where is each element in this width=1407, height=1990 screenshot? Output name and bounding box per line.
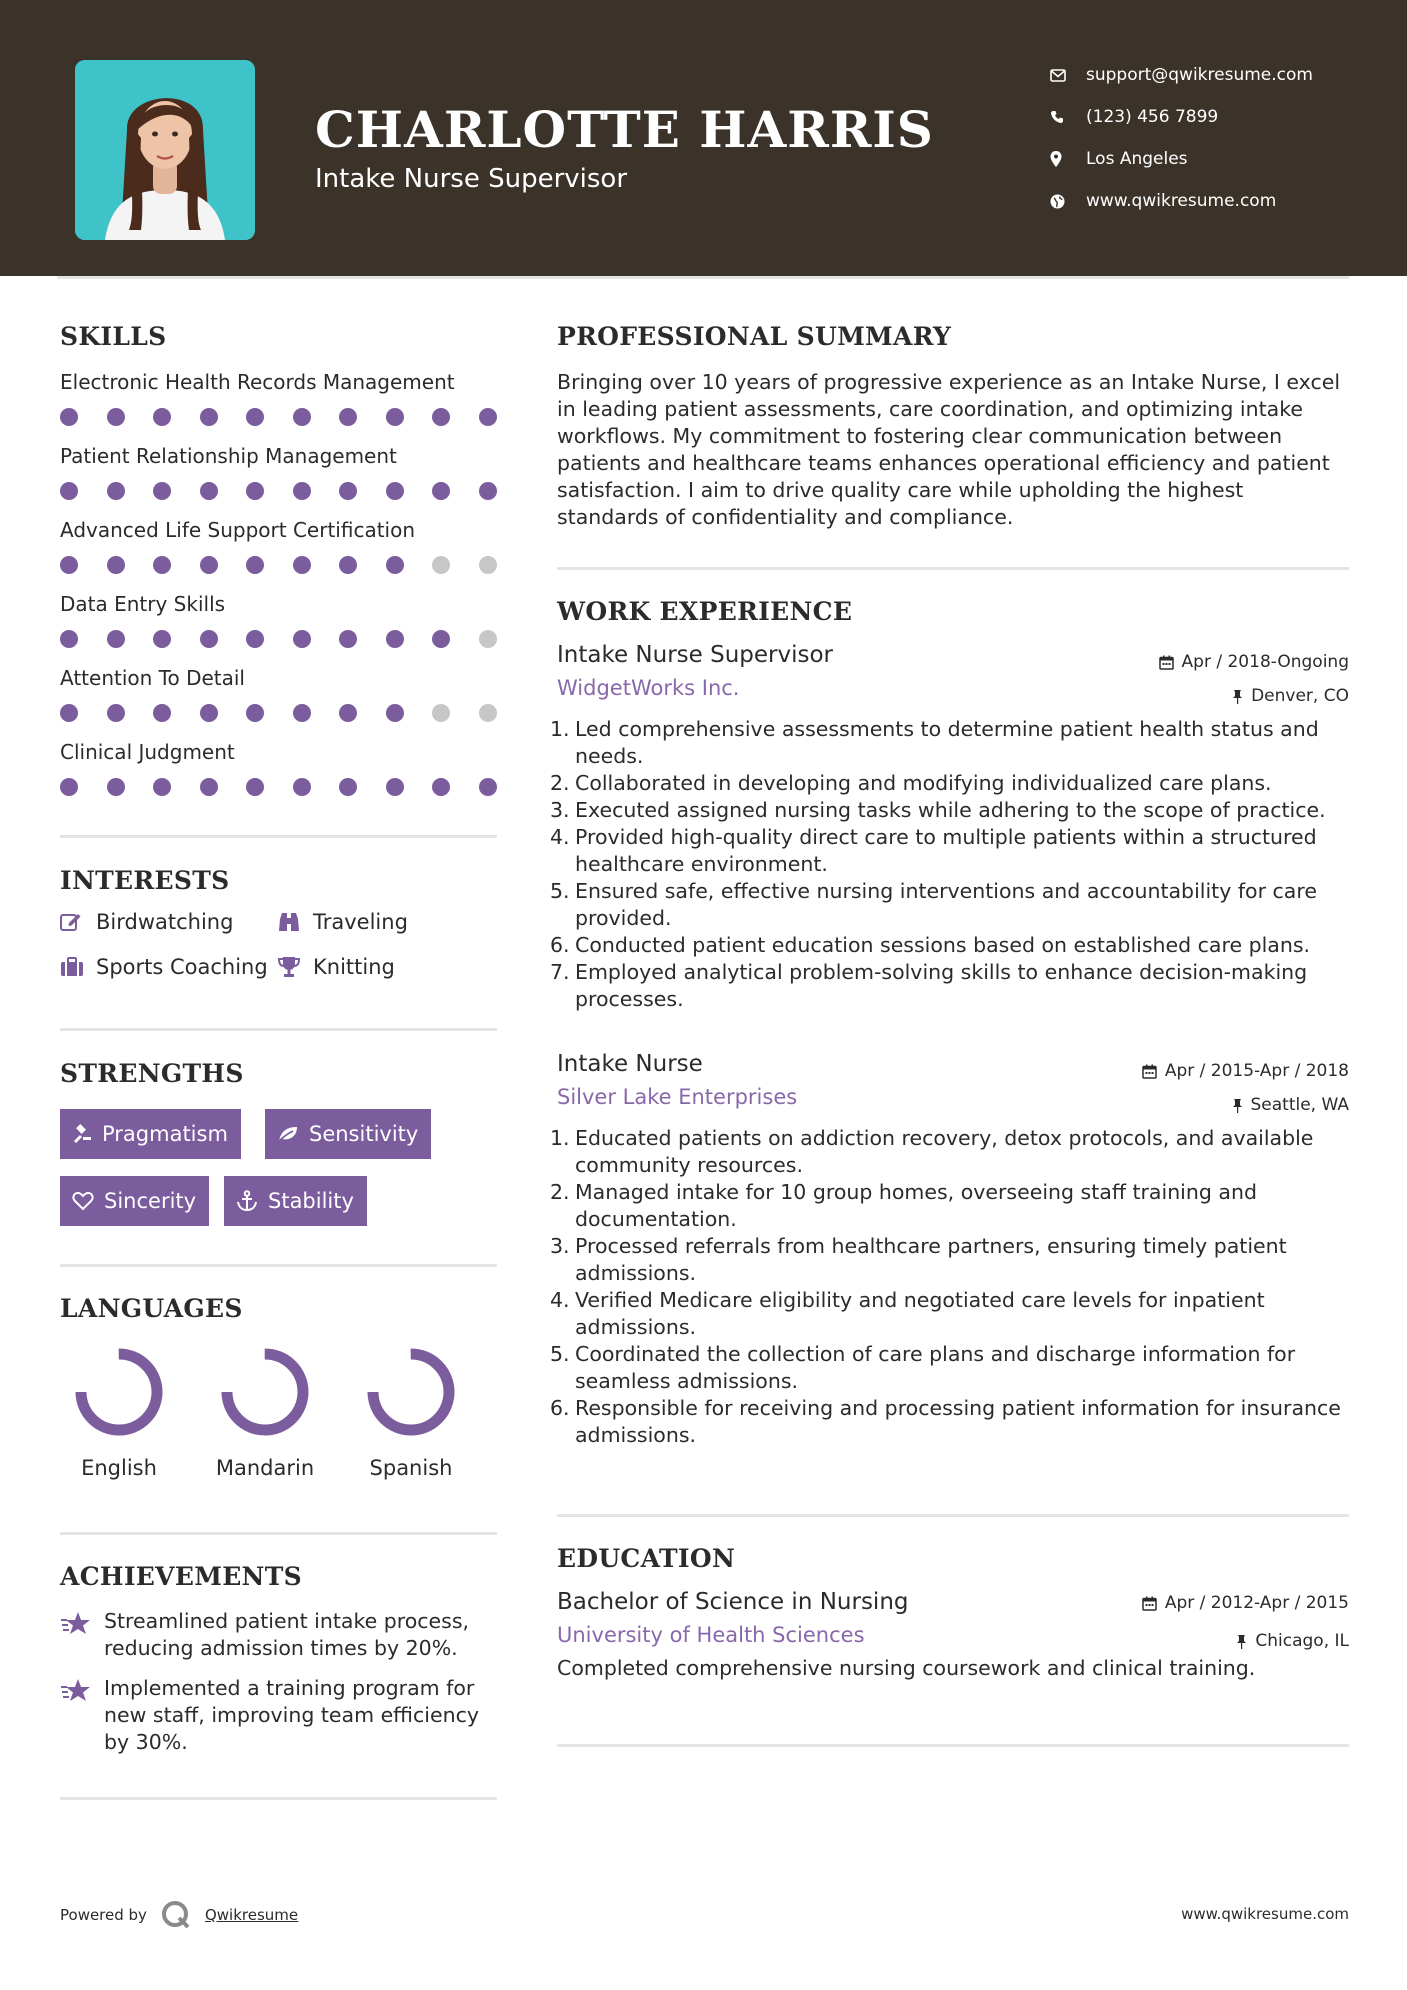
job-entry [550,642,1349,1022]
duty-item: 2. Collaborated in developing and modifying individualized care plans. [550,771,1272,795]
rating-dot-filled [293,482,311,500]
skills-title: SKILLS [60,322,167,351]
rating-dot-filled [60,408,78,426]
interest-item [277,955,395,979]
skill-rating [60,400,497,444]
rating-dot-filled [60,630,78,648]
interest-label: Knitting [313,955,395,979]
rating-dot-filled [432,482,450,500]
rating-dot-filled [339,704,357,722]
language-item [54,1344,184,1480]
strength-tag [265,1109,431,1159]
achievements-divider [60,1797,497,1800]
duty-item: 7. Employed analytical problem-solving skills to enhance decision-making processes. [550,960,1308,1011]
heart-icon [72,1191,94,1211]
rating-dot-filled [200,408,218,426]
education-dates [1142,1593,1349,1613]
skill-rating [60,622,497,666]
qwikresume-link[interactable]: Qwikresume [204,1906,299,1924]
skills-section [60,322,497,814]
job-dates-text: Apr / 2015-Apr / 2018 [1164,1061,1349,1081]
proficiency-arc [81,1354,157,1430]
duty-item: 4. Provided high-quality direct care to multiple patients within a structured healthcare environment. [550,825,1317,876]
job-location-text: Seattle, WA [1250,1095,1349,1115]
rating-dot-filled [339,778,357,796]
education-school: University of Health Sciences [557,1623,865,1647]
skill-rating [60,696,497,740]
rating-dot-filled [107,408,125,426]
interest-label: Sports Coaching [96,955,268,979]
contact-website-text: www.qwikresume.com [1086,191,1277,211]
education-description: Completed comprehensive nursing coursework and clinical training. [557,1656,1256,1680]
rating-dot-filled [60,556,78,574]
strengths-title: STRENGTHS [60,1059,244,1088]
rating-dot-filled [386,408,404,426]
language-proficiency-ring [363,1344,459,1440]
achievements-title: ACHIEVEMENTS [60,1562,302,1591]
rating-dot-filled [107,630,125,648]
rating-dot-filled [246,482,264,500]
rating-dot-filled [339,482,357,500]
duty-item: 6. Responsible for receiving and processing patient information for insurance admissions. [550,1396,1341,1447]
job-title: Intake Nurse [557,1051,703,1077]
pushpin-icon [1232,689,1243,704]
education-divider [557,1744,1349,1747]
achievement-item [60,1608,497,1662]
rating-dot-filled [386,482,404,500]
job-duties [550,1125,1349,1449]
calendar-icon [1159,655,1174,670]
job-duties [550,716,1349,1013]
pushpin-icon [1236,1634,1247,1649]
job-location-text: Denver, CO [1251,686,1349,706]
duty-item: 3. Processed referrals from healthcare partners, ensuring timely patient admissions. [550,1234,1287,1285]
job-dates-text: Apr / 2018-Ongoing [1181,652,1349,672]
rating-dot-filled [339,630,357,648]
job-location [1232,686,1349,706]
achievements-section [60,1562,497,1591]
rating-dot-filled [60,482,78,500]
skill-rating [60,770,497,814]
star-award-icon [60,1608,104,1662]
skill-name: Clinical Judgment [60,740,235,764]
skills-divider [60,835,497,838]
rating-dot-filled [153,408,171,426]
achievement-item [60,1675,497,1756]
calendar-icon [1142,1596,1157,1611]
rating-dot-filled [246,630,264,648]
rating-dot-filled [107,482,125,500]
rating-dot-filled [479,408,497,426]
achievement-text: Implemented a training program for new staff, improving team efficiency by 30%. [104,1676,479,1754]
map-pin-icon [1050,151,1086,167]
strength-label: Sensitivity [309,1122,419,1146]
leaf-icon [277,1125,299,1143]
proficiency-arc [373,1354,449,1430]
strength-tag [60,1109,241,1159]
education-dates-text: Apr / 2012-Apr / 2015 [1164,1593,1349,1613]
contact-list [1050,54,1313,222]
profile-photo-illustration [75,60,255,240]
job-dates [1142,1061,1349,1081]
language-proficiency-ring [217,1344,313,1440]
education-section [557,1544,1349,1573]
rating-dot-filled [246,704,264,722]
footer-powered-by [60,1900,298,1930]
rating-dot-filled [107,778,125,796]
interests-title: INTERESTS [60,866,230,895]
rating-dot-filled [200,704,218,722]
briefcase-icon [60,957,96,977]
job-entry [550,1051,1349,1471]
duty-item: 5. Coordinated the collection of care plans and discharge information for seamless admissions. [550,1342,1296,1393]
education-location [1236,1631,1349,1651]
rating-dot-filled [200,556,218,574]
rating-dot-filled [293,556,311,574]
experience-divider [557,1514,1349,1517]
summary-text: Bringing over 10 years of progressive experience as an Intake Nurse, I excel in leading patient assessments, care coordination, and optimizing intake workflows. My commitment to fostering clear communication between patients and healthcare teams enhances operational efficiency and patient satisfaction. I aim to drive quality care while upholding the highest standards of confidentiality and compliance. [557,370,1341,529]
education-entry [557,1589,1349,1699]
rating-dot-filled [107,704,125,722]
duty-item: 2. Managed intake for 10 group homes, overseeing staff training and documentation. [550,1180,1257,1231]
strengths-section [60,1059,497,1088]
contact-phone-text: (123) 456 7899 [1086,107,1219,127]
phone-icon [1050,110,1086,124]
education-location-text: Chicago, IL [1255,1631,1349,1651]
rating-dot-filled [293,778,311,796]
summary-section [557,322,1349,531]
skill-name: Attention To Detail [60,666,245,690]
strength-label: Sincerity [104,1189,197,1213]
rating-dot-filled [293,408,311,426]
language-item [200,1344,330,1480]
rating-dot-filled [479,778,497,796]
rating-dot-filled [432,630,450,648]
candidate-name: CHARLOTTE HARRIS [315,100,934,159]
rating-dot-filled [293,704,311,722]
contact-phone[interactable] [1050,96,1313,138]
contact-email[interactable] [1050,54,1313,96]
rating-dot-filled [200,778,218,796]
duty-item: 5. Ensured safe, effective nursing interventions and accountability for care provided. [550,879,1317,930]
rating-dot-filled [386,630,404,648]
envelope-icon [1050,69,1086,82]
job-dates [1159,652,1349,672]
rating-dot-filled [386,704,404,722]
experience-title: WORK EXPERIENCE [557,597,853,626]
rating-dot-filled [386,556,404,574]
resume-header [0,0,1407,276]
contact-email-text: support@qwikresume.com [1086,65,1313,85]
experience-section [557,597,1349,626]
interest-item [60,910,233,934]
pushpin-icon [1232,1098,1243,1113]
skill-name: Electronic Health Records Management [60,370,455,394]
strength-label: Pragmatism [102,1122,228,1146]
gavel-icon [72,1124,92,1144]
interest-label: Birdwatching [96,910,234,934]
rating-dot-filled [246,778,264,796]
skills-list [60,370,497,814]
footer-website[interactable]: www.qwikresume.com [1181,1905,1349,1923]
strength-tag [224,1176,367,1226]
interests-divider [60,1028,497,1031]
rating-dot-filled [153,630,171,648]
edit-icon [60,912,96,932]
binoculars-icon [277,911,313,933]
job-company: Silver Lake Enterprises [557,1085,798,1109]
rating-dot-filled [200,482,218,500]
interest-label: Traveling [313,910,408,934]
rating-dot-filled [432,778,450,796]
rating-dot-filled [60,778,78,796]
candidate-title: Intake Nurse Supervisor [315,164,628,194]
rating-dot-filled [293,630,311,648]
profile-photo [75,60,255,240]
rating-dot-filled [246,408,264,426]
rating-dot-empty [432,704,450,722]
strength-label: Stability [268,1189,354,1213]
duty-item: 4. Verified Medicare eligibility and negotiated care levels for inpatient admissions. [550,1288,1265,1339]
proficiency-arc [227,1354,303,1430]
language-proficiency-ring [71,1344,167,1440]
education-title: EDUCATION [557,1544,736,1573]
trophy-icon [277,956,313,978]
job-company: WidgetWorks Inc. [557,676,740,700]
star-award-icon [60,1675,104,1756]
rating-dot-empty [479,630,497,648]
summary-divider [557,567,1349,570]
summary-title: PROFESSIONAL SUMMARY [557,322,952,351]
job-title: Intake Nurse Supervisor [557,642,834,668]
language-label: English [81,1456,157,1480]
achievement-text: Streamlined patient intake process, reducing admission times by 20%. [104,1609,470,1660]
languages-section [60,1294,497,1323]
language-item [346,1344,476,1480]
calendar-icon [1142,1064,1157,1079]
contact-location [1050,138,1313,180]
rating-dot-filled [246,556,264,574]
languages-title: LANGUAGES [60,1294,243,1323]
qwikresume-logo-icon [161,1900,191,1930]
rating-dot-filled [153,556,171,574]
languages-divider [60,1532,497,1535]
skill-name: Data Entry Skills [60,592,226,616]
duty-item: 1. Educated patients on addiction recovery, detox protocols, and available community resources. [550,1126,1314,1177]
skill-name: Patient Relationship Management [60,444,397,468]
rating-dot-filled [153,482,171,500]
strengths-divider [60,1264,497,1267]
skill-rating [60,474,497,518]
interests-section [60,866,497,895]
skill-name: Advanced Life Support Certification [60,518,416,542]
skill-rating [60,548,497,592]
duty-item: 6. Conducted patient education sessions based on established care plans. [550,933,1311,957]
rating-dot-filled [60,704,78,722]
interest-item [60,955,268,979]
language-label: Mandarin [215,1456,315,1480]
rating-dot-filled [153,704,171,722]
contact-location-text: Los Angeles [1086,149,1188,169]
rating-dot-filled [339,556,357,574]
rating-dot-filled [479,482,497,500]
header-divider [57,276,1349,279]
rating-dot-empty [479,556,497,574]
powered-by-text: Powered by [60,1906,147,1924]
rating-dot-filled [200,630,218,648]
job-location [1232,1095,1350,1115]
rating-dot-empty [479,704,497,722]
duty-item: 1. Led comprehensive assessments to determine patient health status and needs. [550,717,1319,768]
rating-dot-filled [107,556,125,574]
rating-dot-filled [386,778,404,796]
globe-icon [1050,194,1086,209]
strength-tag [60,1176,209,1226]
anchor-icon [236,1190,258,1212]
education-degree: Bachelor of Science in Nursing [557,1589,909,1615]
rating-dot-filled [153,778,171,796]
duty-item: 3. Executed assigned nursing tasks while adhering to the scope of practice. [550,798,1326,822]
interest-item [277,910,408,934]
language-label: Spanish [369,1456,453,1480]
rating-dot-filled [432,408,450,426]
rating-dot-empty [432,556,450,574]
rating-dot-filled [339,408,357,426]
contact-website[interactable] [1050,180,1313,222]
